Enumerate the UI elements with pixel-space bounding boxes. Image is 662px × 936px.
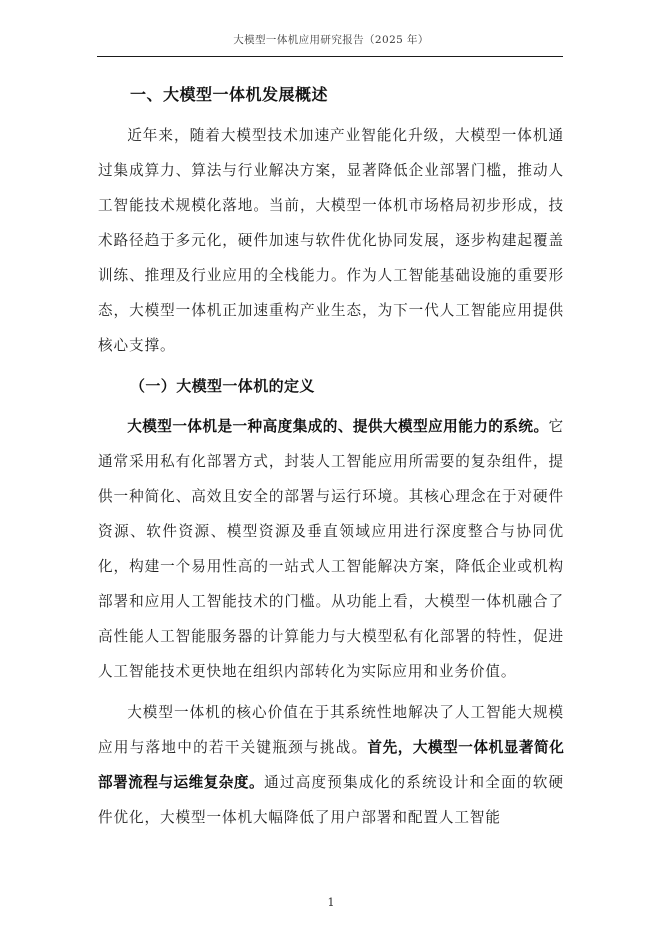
definition-bold-lead: 大模型一体机是一种高度集成的、提供大模型应用能力的系统。 [127, 418, 549, 435]
value-paragraph [98, 695, 564, 835]
running-header [0, 0, 662, 58]
page-body [98, 78, 564, 835]
value-bold-run: 首先，大模型一体机显著简化部署流程与运维复杂度。 [98, 739, 564, 791]
subsection-heading: （一）大模型一体机的定义 [130, 377, 315, 395]
intro-paragraph: 近年来，随着大模型技术加速产业智能化升级，大模型一体机通过集成算力、算法与行业解决方案，显著降低企业部署门槛，推动人工智能技术规模化落地。当前，大模型一体机市场格局初步形成，技术路径趋于多元化，硬件加速与软件优化协同发展，逐步构建起覆盖训练、推理及行业应用的全栈能力。作为人工智能基础设施的重要形态，大模型一体机正加速重构产业生态，为下一代人工智能应用提供核心支撑。 [98, 127, 564, 354]
header-divider [97, 56, 563, 57]
value-lead: 大模型一体机的核心价值在于其系统性地解决了人工智能大规模应用与落地中的若干关键瓶颈与挑战。 [98, 704, 564, 756]
running-footer [0, 891, 662, 910]
value-tail: 通过高度预集成化的系统设计和全面的软硬件优化，大模型一体机大幅降低了用户部署和配置人工智能 [98, 774, 565, 826]
definition-rest: 它通常采用私有化部署方式，封装人工智能应用所需要的复杂组件，提供一种简化、高效且安全的部署与运行环境。其核心理念在于对硬件资源、软件资源、模型资源及垂直领域应用进行深度整合与协同优化，构建一个易用性高的一站式人工智能解决方案，降低企业或机构部署和应用人工智能技术的门槛。从功能上看，大模型一体机融合了高性能人工智能服务器的计算能力与大模型私有化部署的特性，促进人工智能技术更快地在组织内部转化为实际应用和业务价值。 [98, 418, 564, 680]
section-heading: 一、大模型一体机发展概述 [130, 85, 329, 104]
page-number: 1 [327, 896, 335, 909]
definition-paragraph [98, 409, 564, 689]
header-title: 大模型一体机应用研究报告（2025 年） [233, 34, 429, 46]
